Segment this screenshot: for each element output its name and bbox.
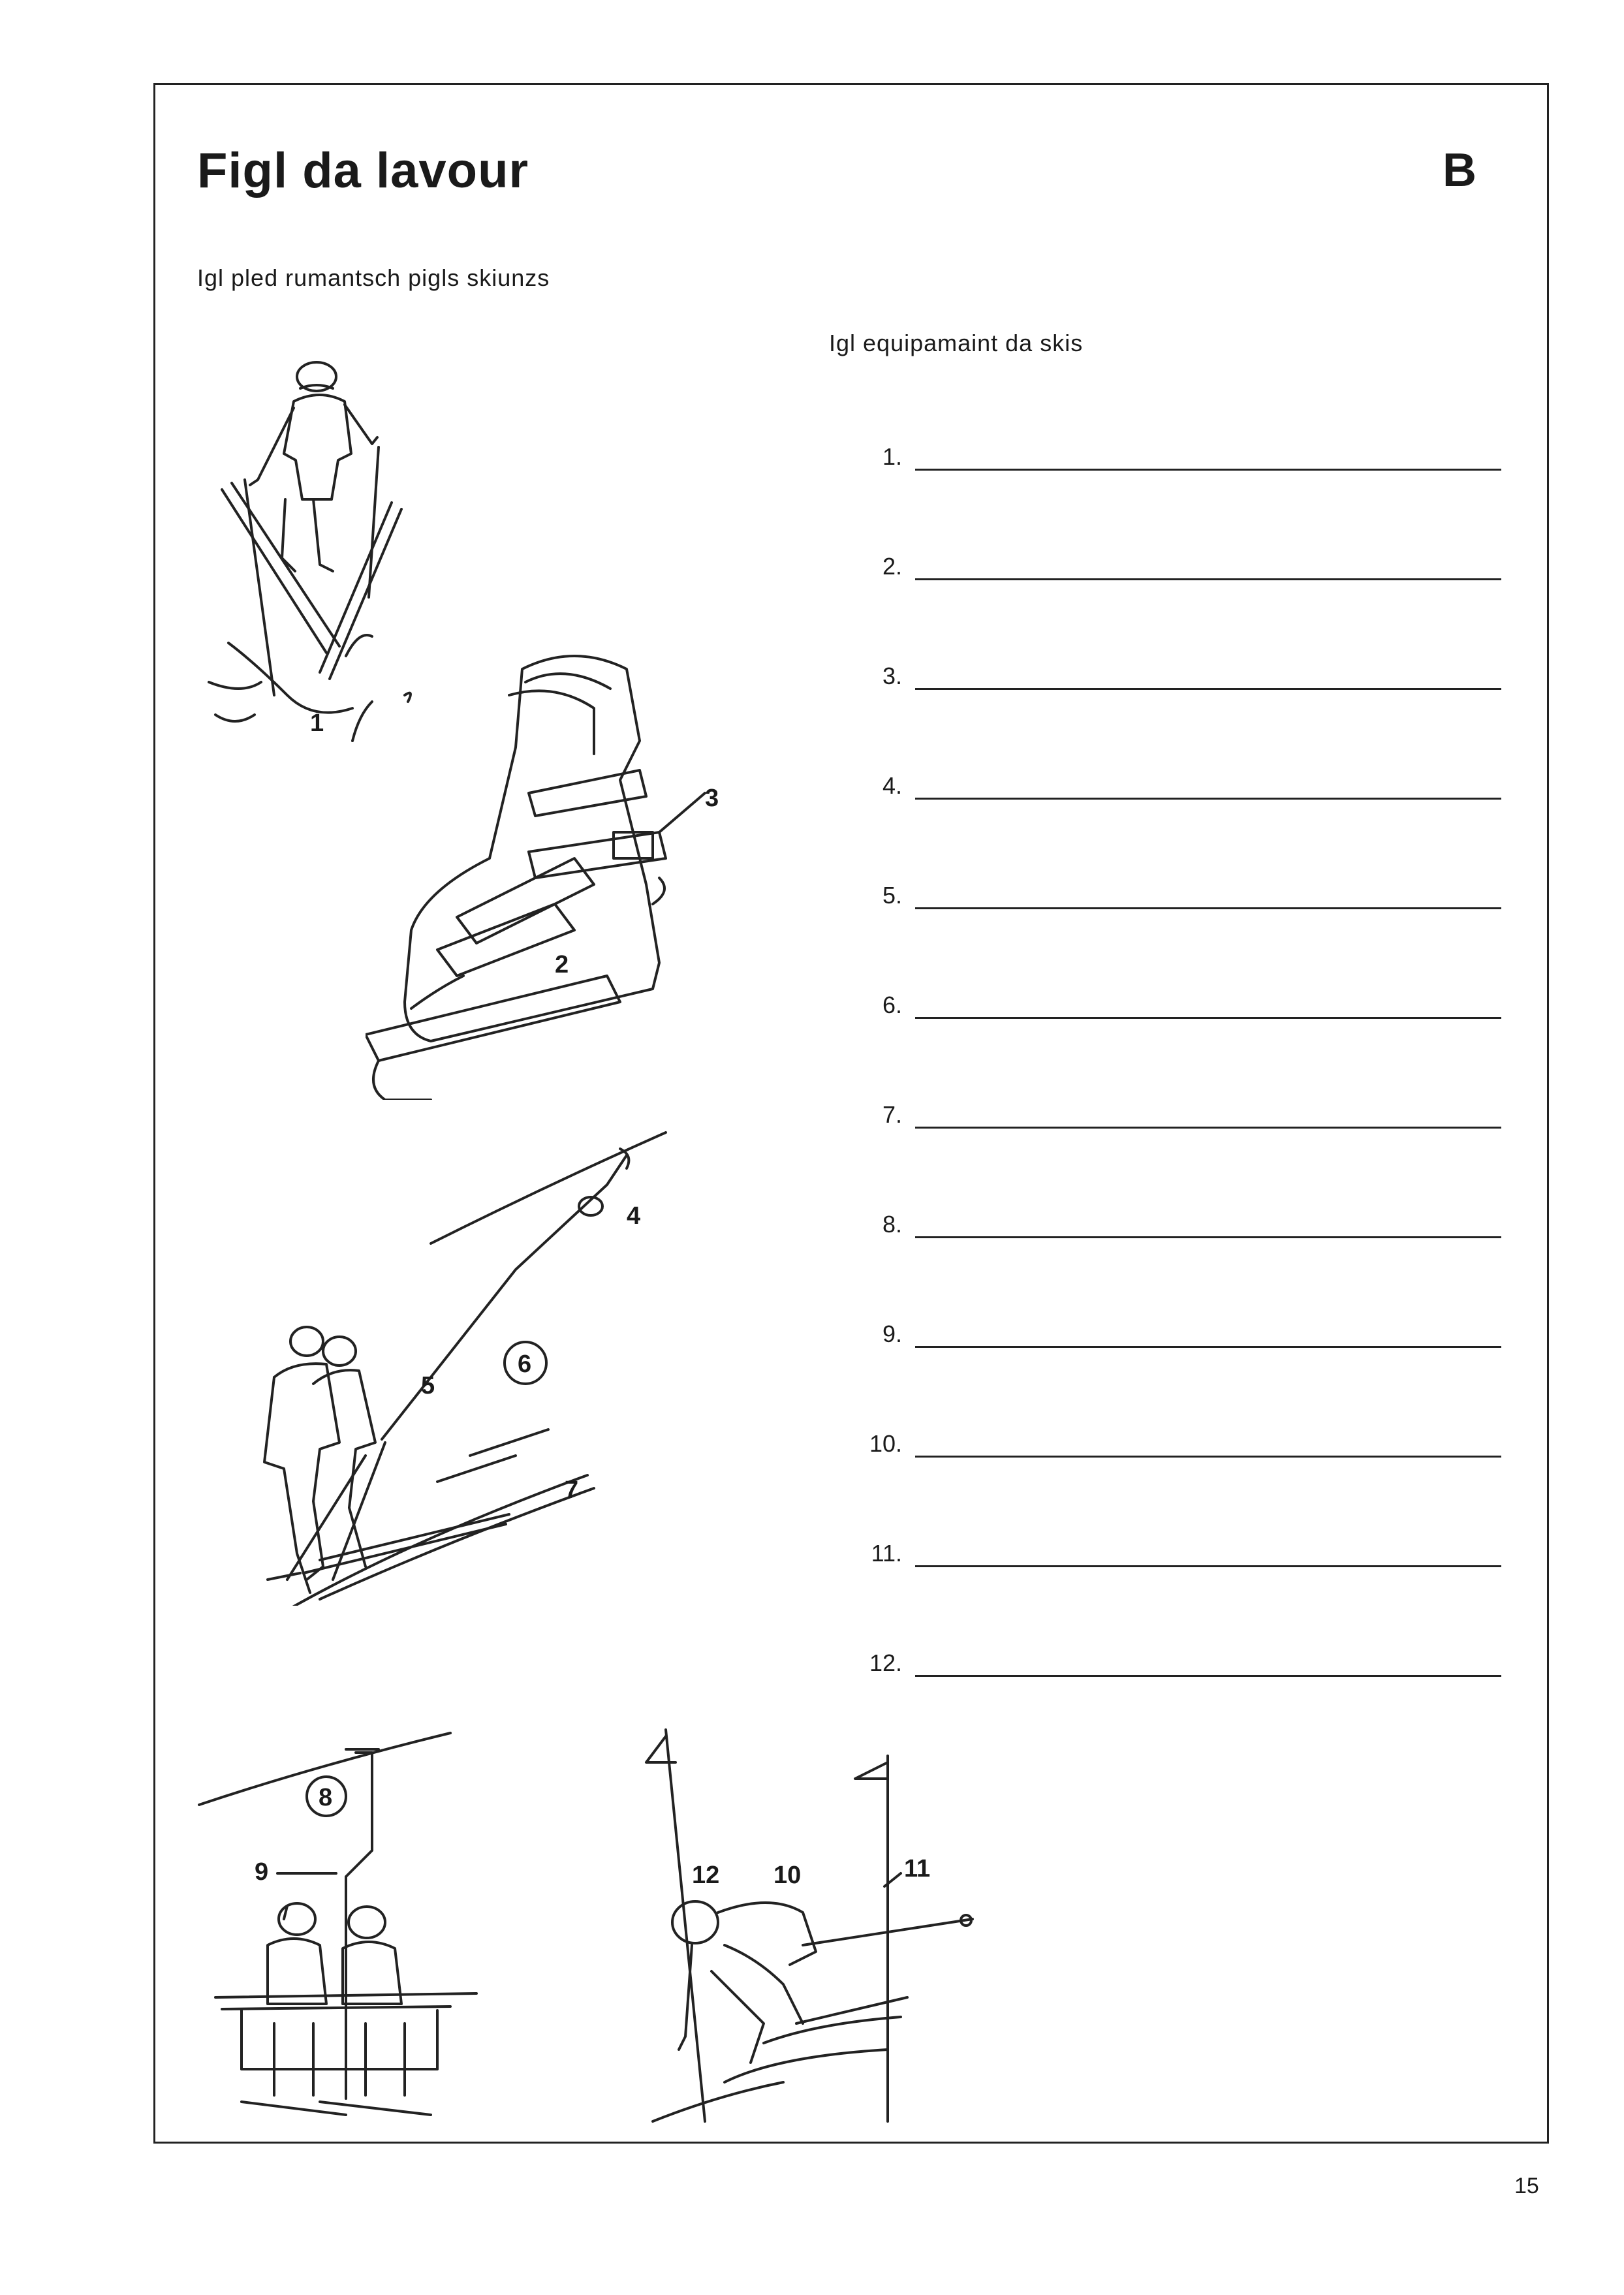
answer-row (816, 1318, 1501, 1357)
page-subtitle: Igl pled rumantsch pigls skiunzs (197, 264, 550, 291)
svg-text:7: 7 (565, 1476, 579, 1504)
answer-number: 2. (882, 553, 902, 580)
answer-row (816, 1647, 1501, 1686)
answer-line[interactable] (915, 1675, 1501, 1677)
answer-line[interactable] (915, 1346, 1501, 1348)
exercise-heading: Igl equipamaint da skis (829, 330, 1084, 356)
answer-number: 10. (869, 1430, 902, 1457)
chairlift-illustration (196, 1710, 496, 2134)
svg-text:2: 2 (555, 951, 569, 978)
svg-text:10: 10 (773, 1862, 802, 1889)
answer-row (816, 1099, 1501, 1138)
svg-text:12: 12 (692, 1862, 720, 1889)
answer-row (816, 1537, 1501, 1576)
answer-number: 1. (882, 443, 902, 470)
svg-text:11: 11 (904, 1855, 931, 1882)
answer-line[interactable] (915, 1565, 1501, 1567)
answer-line[interactable] (915, 469, 1501, 471)
svg-text:3: 3 (705, 785, 719, 812)
svg-text:4: 4 (627, 1202, 641, 1230)
answer-number: 9. (882, 1320, 902, 1347)
answer-line[interactable] (915, 1236, 1501, 1238)
answer-number: 6. (882, 991, 902, 1018)
answer-row (816, 989, 1501, 1028)
answer-number: 11. (871, 1540, 902, 1567)
answer-row (816, 441, 1501, 480)
answer-number: 12. (869, 1649, 902, 1676)
answer-number: 8. (882, 1211, 902, 1238)
answer-row (816, 879, 1501, 918)
svg-text:5: 5 (421, 1372, 435, 1399)
svg-text:1: 1 (310, 710, 324, 737)
answer-number: 3. (882, 663, 902, 689)
answer-number: 4. (882, 772, 902, 799)
svg-text:8: 8 (319, 1784, 333, 1811)
page-number: 15 (1514, 2174, 1539, 2198)
answer-line[interactable] (915, 1017, 1501, 1019)
ski-boot-illustration (366, 643, 757, 1100)
answer-line[interactable] (915, 1456, 1501, 1458)
answer-line[interactable] (915, 907, 1501, 909)
answer-row (816, 550, 1501, 589)
answer-number: 7. (882, 1101, 902, 1128)
answer-line[interactable] (915, 1127, 1501, 1129)
answer-row (816, 660, 1501, 699)
slalom-skier-illustration (627, 1717, 979, 2134)
answer-line[interactable] (915, 578, 1501, 580)
answer-row (816, 770, 1501, 809)
svg-text:6: 6 (518, 1350, 532, 1378)
answer-number: 5. (882, 882, 902, 909)
section-letter: B (1443, 144, 1476, 196)
answer-line[interactable] (915, 688, 1501, 690)
answer-line[interactable] (915, 798, 1501, 800)
svg-text:9: 9 (255, 1858, 269, 1886)
page-title: Figl da lavour (197, 143, 529, 198)
t-bar-lift-illustration (189, 1103, 685, 1606)
answer-row (816, 1428, 1501, 1467)
answer-row (816, 1208, 1501, 1247)
